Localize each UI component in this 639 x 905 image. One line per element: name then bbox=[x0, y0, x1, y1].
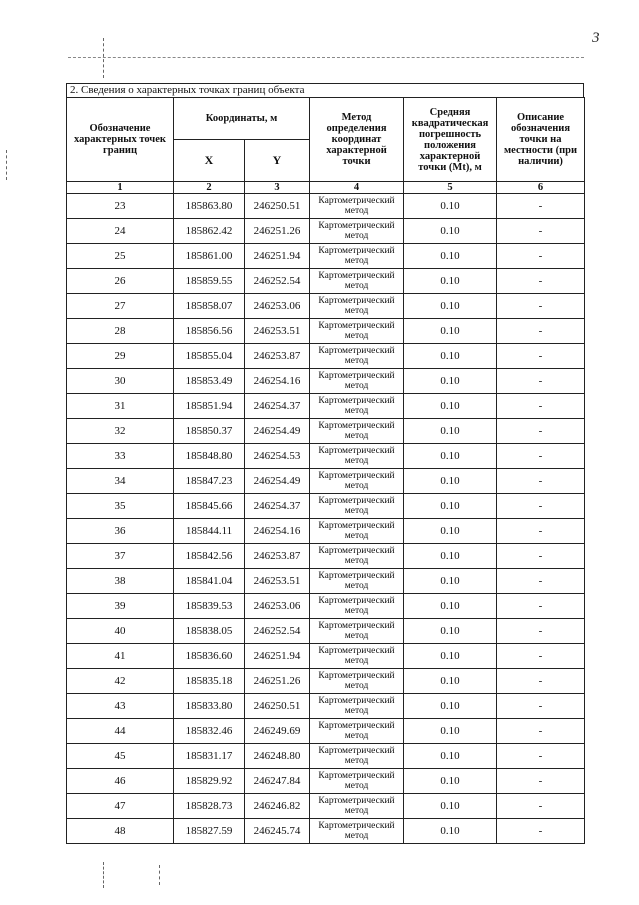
x-cell: 185831.17 bbox=[174, 744, 245, 769]
table-row bbox=[67, 194, 585, 219]
description-cell: - bbox=[497, 519, 585, 544]
method-cell: Картометрический метод bbox=[310, 519, 404, 544]
description-cell: - bbox=[497, 319, 585, 344]
header-rule bbox=[68, 57, 584, 58]
x-cell: 185848.80 bbox=[174, 444, 245, 469]
boundary-points-table bbox=[66, 97, 585, 844]
table-row bbox=[67, 344, 585, 369]
point-cell: 24 bbox=[67, 219, 174, 244]
table-row bbox=[67, 369, 585, 394]
method-cell: Картометрический метод bbox=[310, 319, 404, 344]
method-cell: Картометрический метод bbox=[310, 269, 404, 294]
error-cell: 0.10 bbox=[404, 244, 497, 269]
y-cell: 246253.87 bbox=[245, 344, 310, 369]
point-cell: 40 bbox=[67, 619, 174, 644]
point-cell: 39 bbox=[67, 594, 174, 619]
x-cell: 185858.07 bbox=[174, 294, 245, 319]
description-cell: - bbox=[497, 194, 585, 219]
scan-mark-bottom-2 bbox=[159, 865, 160, 885]
point-cell: 28 bbox=[67, 319, 174, 344]
y-cell: 246250.51 bbox=[245, 194, 310, 219]
y-cell: 246254.16 bbox=[245, 369, 310, 394]
error-cell: 0.10 bbox=[404, 819, 497, 844]
error-cell: 0.10 bbox=[404, 544, 497, 569]
description-cell: - bbox=[497, 794, 585, 819]
point-cell: 37 bbox=[67, 544, 174, 569]
method-cell: Картометрический метод bbox=[310, 694, 404, 719]
point-cell: 34 bbox=[67, 469, 174, 494]
error-cell: 0.10 bbox=[404, 469, 497, 494]
error-cell: 0.10 bbox=[404, 619, 497, 644]
method-cell: Картометрический метод bbox=[310, 569, 404, 594]
error-cell: 0.10 bbox=[404, 694, 497, 719]
y-cell: 246254.49 bbox=[245, 419, 310, 444]
method-cell: Картометрический метод bbox=[310, 244, 404, 269]
method-cell: Картометрический метод bbox=[310, 769, 404, 794]
y-cell: 246245.74 bbox=[245, 819, 310, 844]
method-cell: Картометрический метод bbox=[310, 494, 404, 519]
error-cell: 0.10 bbox=[404, 444, 497, 469]
column-number: 4 bbox=[310, 182, 404, 194]
method-cell: Картометрический метод bbox=[310, 219, 404, 244]
description-cell: - bbox=[497, 669, 585, 694]
description-cell: - bbox=[497, 294, 585, 319]
error-cell: 0.10 bbox=[404, 644, 497, 669]
x-cell: 185827.59 bbox=[174, 819, 245, 844]
point-cell: 31 bbox=[67, 394, 174, 419]
x-cell: 185853.49 bbox=[174, 369, 245, 394]
error-cell: 0.10 bbox=[404, 744, 497, 769]
x-cell: 185836.60 bbox=[174, 644, 245, 669]
y-cell: 246249.69 bbox=[245, 719, 310, 744]
header-x: X bbox=[174, 140, 245, 182]
y-cell: 246247.84 bbox=[245, 769, 310, 794]
error-cell: 0.10 bbox=[404, 219, 497, 244]
y-cell: 246254.37 bbox=[245, 394, 310, 419]
table-row bbox=[67, 644, 585, 669]
x-cell: 185845.66 bbox=[174, 494, 245, 519]
point-cell: 33 bbox=[67, 444, 174, 469]
description-cell: - bbox=[497, 769, 585, 794]
point-cell: 26 bbox=[67, 269, 174, 294]
table-row bbox=[67, 469, 585, 494]
table-row bbox=[67, 244, 585, 269]
error-cell: 0.10 bbox=[404, 419, 497, 444]
header-error: Средняя квадратическая погрешность положения характерной точки (Mt), м bbox=[404, 98, 497, 182]
header-method: Метод определения координат характерной точки bbox=[310, 98, 404, 182]
header-point-designation: Обозначение характерных точек границ bbox=[67, 98, 174, 182]
column-numbers-row bbox=[67, 182, 585, 194]
point-cell: 27 bbox=[67, 294, 174, 319]
method-cell: Картометрический метод bbox=[310, 344, 404, 369]
error-cell: 0.10 bbox=[404, 344, 497, 369]
x-cell: 185833.80 bbox=[174, 694, 245, 719]
table-row bbox=[67, 269, 585, 294]
description-cell: - bbox=[497, 619, 585, 644]
point-cell: 47 bbox=[67, 794, 174, 819]
error-cell: 0.10 bbox=[404, 294, 497, 319]
x-cell: 185847.23 bbox=[174, 469, 245, 494]
description-cell: - bbox=[497, 719, 585, 744]
point-cell: 35 bbox=[67, 494, 174, 519]
y-cell: 246246.82 bbox=[245, 794, 310, 819]
description-cell: - bbox=[497, 419, 585, 444]
y-cell: 246252.54 bbox=[245, 269, 310, 294]
y-cell: 246253.51 bbox=[245, 569, 310, 594]
point-cell: 29 bbox=[67, 344, 174, 369]
description-cell: - bbox=[497, 344, 585, 369]
table-row bbox=[67, 569, 585, 594]
page-number: 3 bbox=[592, 30, 600, 46]
y-cell: 246253.51 bbox=[245, 319, 310, 344]
table-row bbox=[67, 394, 585, 419]
table-row bbox=[67, 769, 585, 794]
method-cell: Картометрический метод bbox=[310, 469, 404, 494]
y-cell: 246254.49 bbox=[245, 469, 310, 494]
description-cell: - bbox=[497, 544, 585, 569]
x-cell: 185855.04 bbox=[174, 344, 245, 369]
x-cell: 185859.55 bbox=[174, 269, 245, 294]
scan-mark-left bbox=[6, 150, 7, 180]
description-cell: - bbox=[497, 269, 585, 294]
method-cell: Картометрический метод bbox=[310, 294, 404, 319]
y-cell: 246250.51 bbox=[245, 694, 310, 719]
x-cell: 185851.94 bbox=[174, 394, 245, 419]
method-cell: Картометрический метод bbox=[310, 794, 404, 819]
point-cell: 32 bbox=[67, 419, 174, 444]
error-cell: 0.10 bbox=[404, 194, 497, 219]
description-cell: - bbox=[497, 394, 585, 419]
y-cell: 246254.16 bbox=[245, 519, 310, 544]
x-cell: 185838.05 bbox=[174, 619, 245, 644]
column-number: 3 bbox=[245, 182, 310, 194]
y-cell: 246254.53 bbox=[245, 444, 310, 469]
method-cell: Картометрический метод bbox=[310, 394, 404, 419]
column-number: 1 bbox=[67, 182, 174, 194]
point-cell: 41 bbox=[67, 644, 174, 669]
description-cell: - bbox=[497, 594, 585, 619]
description-cell: - bbox=[497, 819, 585, 844]
x-cell: 185842.56 bbox=[174, 544, 245, 569]
table-row bbox=[67, 594, 585, 619]
method-cell: Картометрический метод bbox=[310, 369, 404, 394]
table-row bbox=[67, 419, 585, 444]
description-cell: - bbox=[497, 469, 585, 494]
column-number: 5 bbox=[404, 182, 497, 194]
error-cell: 0.10 bbox=[404, 269, 497, 294]
header-y: Y bbox=[245, 140, 310, 182]
method-cell: Картометрический метод bbox=[310, 544, 404, 569]
table-row bbox=[67, 544, 585, 569]
description-cell: - bbox=[497, 444, 585, 469]
description-cell: - bbox=[497, 644, 585, 669]
error-cell: 0.10 bbox=[404, 319, 497, 344]
method-cell: Картометрический метод bbox=[310, 719, 404, 744]
x-cell: 185828.73 bbox=[174, 794, 245, 819]
point-cell: 46 bbox=[67, 769, 174, 794]
table-row bbox=[67, 819, 585, 844]
description-cell: - bbox=[497, 569, 585, 594]
table-row bbox=[67, 519, 585, 544]
column-number: 2 bbox=[174, 182, 245, 194]
table-row bbox=[67, 219, 585, 244]
y-cell: 246251.94 bbox=[245, 644, 310, 669]
error-cell: 0.10 bbox=[404, 394, 497, 419]
header-description: Описание обозначения точки на местности (при наличии) bbox=[497, 98, 585, 182]
table-row bbox=[67, 444, 585, 469]
point-cell: 38 bbox=[67, 569, 174, 594]
error-cell: 0.10 bbox=[404, 369, 497, 394]
x-cell: 185856.56 bbox=[174, 319, 245, 344]
y-cell: 246251.26 bbox=[245, 219, 310, 244]
x-cell: 185861.00 bbox=[174, 244, 245, 269]
header-coordinates: Координаты, м bbox=[174, 98, 310, 140]
scan-mark-bottom bbox=[103, 862, 104, 888]
point-cell: 42 bbox=[67, 669, 174, 694]
point-cell: 30 bbox=[67, 369, 174, 394]
table-row bbox=[67, 319, 585, 344]
column-number: 6 bbox=[497, 182, 585, 194]
description-cell: - bbox=[497, 219, 585, 244]
description-cell: - bbox=[497, 369, 585, 394]
method-cell: Картометрический метод bbox=[310, 819, 404, 844]
y-cell: 246248.80 bbox=[245, 744, 310, 769]
section-title: 2. Сведения о характерных точках границ объекта bbox=[66, 83, 584, 97]
y-cell: 246253.06 bbox=[245, 594, 310, 619]
x-cell: 185829.92 bbox=[174, 769, 245, 794]
description-cell: - bbox=[497, 494, 585, 519]
y-cell: 246253.87 bbox=[245, 544, 310, 569]
scan-mark-top bbox=[103, 38, 104, 78]
table-row bbox=[67, 694, 585, 719]
y-cell: 246252.54 bbox=[245, 619, 310, 644]
method-cell: Картометрический метод bbox=[310, 594, 404, 619]
error-cell: 0.10 bbox=[404, 569, 497, 594]
table-row bbox=[67, 794, 585, 819]
point-cell: 36 bbox=[67, 519, 174, 544]
table-row bbox=[67, 619, 585, 644]
point-cell: 23 bbox=[67, 194, 174, 219]
point-cell: 44 bbox=[67, 719, 174, 744]
table-body bbox=[67, 194, 585, 844]
error-cell: 0.10 bbox=[404, 594, 497, 619]
table-row bbox=[67, 744, 585, 769]
method-cell: Картометрический метод bbox=[310, 669, 404, 694]
x-cell: 185832.46 bbox=[174, 719, 245, 744]
error-cell: 0.10 bbox=[404, 794, 497, 819]
point-cell: 25 bbox=[67, 244, 174, 269]
y-cell: 246253.06 bbox=[245, 294, 310, 319]
method-cell: Картометрический метод bbox=[310, 619, 404, 644]
x-cell: 185850.37 bbox=[174, 419, 245, 444]
y-cell: 246254.37 bbox=[245, 494, 310, 519]
description-cell: - bbox=[497, 244, 585, 269]
error-cell: 0.10 bbox=[404, 519, 497, 544]
x-cell: 185835.18 bbox=[174, 669, 245, 694]
point-cell: 48 bbox=[67, 819, 174, 844]
x-cell: 185862.42 bbox=[174, 219, 245, 244]
x-cell: 185841.04 bbox=[174, 569, 245, 594]
table-row bbox=[67, 669, 585, 694]
x-cell: 185839.53 bbox=[174, 594, 245, 619]
error-cell: 0.10 bbox=[404, 719, 497, 744]
method-cell: Картометрический метод bbox=[310, 444, 404, 469]
point-cell: 43 bbox=[67, 694, 174, 719]
description-cell: - bbox=[497, 744, 585, 769]
method-cell: Картометрический метод bbox=[310, 194, 404, 219]
table-row bbox=[67, 494, 585, 519]
description-cell: - bbox=[497, 694, 585, 719]
method-cell: Картометрический метод bbox=[310, 644, 404, 669]
method-cell: Картометрический метод bbox=[310, 419, 404, 444]
y-cell: 246251.26 bbox=[245, 669, 310, 694]
error-cell: 0.10 bbox=[404, 494, 497, 519]
document-sheet bbox=[66, 83, 584, 844]
y-cell: 246251.94 bbox=[245, 244, 310, 269]
point-cell: 45 bbox=[67, 744, 174, 769]
x-cell: 185863.80 bbox=[174, 194, 245, 219]
table-row bbox=[67, 294, 585, 319]
error-cell: 0.10 bbox=[404, 769, 497, 794]
method-cell: Картометрический метод bbox=[310, 744, 404, 769]
error-cell: 0.10 bbox=[404, 669, 497, 694]
table-row bbox=[67, 719, 585, 744]
x-cell: 185844.11 bbox=[174, 519, 245, 544]
